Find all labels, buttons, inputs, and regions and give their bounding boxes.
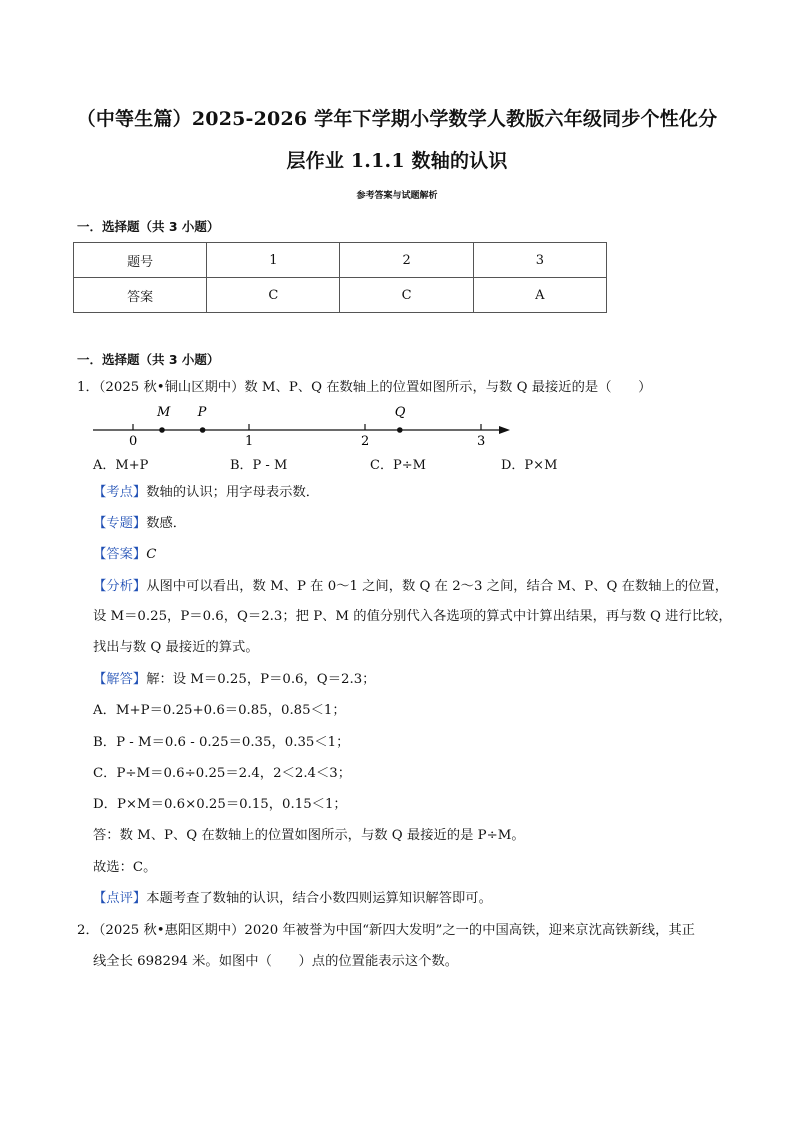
fenxi-text: 从图中可以看出，数 M、P 在 0～1 之间，数 Q 在 2～3 之间，结合 M、P、Q 在数轴上的位置， bbox=[146, 579, 729, 594]
fenxi-line-2: 设 M＝0.25，P＝0.6，Q＝2.3；把 P、M 的值分别代入各选项的算式中计算出结果，再与数 Q 进行比较， bbox=[93, 609, 732, 624]
document-title-line-2: 层作业 1.1.1 数轴的认识 bbox=[286, 150, 508, 172]
answer-section-heading: 一．选择题（共 3 小题） bbox=[77, 219, 220, 234]
choice-d: D．P×M bbox=[501, 458, 558, 473]
answer-table bbox=[73, 242, 607, 313]
number-line-point bbox=[159, 427, 165, 433]
number-line-point-label: M bbox=[157, 405, 171, 420]
axis-tick-label: 2 bbox=[361, 434, 370, 449]
jieda-line-2: A．M+P＝0.25+0.6＝0.85，0.85＜1； bbox=[93, 703, 346, 718]
axis-tick-label: 0 bbox=[129, 434, 138, 449]
fenxi-tag: 【分析】 bbox=[93, 579, 147, 594]
jieda-line-5: D．P×M＝0.6×0.25＝0.15，0.15＜1； bbox=[93, 797, 347, 812]
dianping-tag: 【点评】 bbox=[93, 891, 147, 906]
axis-tick-label: 3 bbox=[477, 434, 486, 449]
kaodian-line bbox=[93, 483, 319, 503]
daan-line bbox=[93, 545, 156, 565]
document-subtitle: 参考答案与试题解析 bbox=[356, 191, 438, 201]
question-number-cell: 1 bbox=[207, 243, 340, 278]
choice-c: C．P÷M bbox=[370, 458, 426, 473]
jieda-line-3: B．P - M＝0.6 - 0.25＝0.35，0.35＜1； bbox=[93, 735, 350, 750]
dianping-line bbox=[93, 889, 492, 909]
zhuanti-text: 数感． bbox=[146, 516, 187, 531]
section-heading: 一．选择题（共 3 小题） bbox=[77, 352, 220, 367]
document-title-line-1: （中等生篇）2025-2026 学年下学期小学数学人教版六年级同步个性化分 bbox=[76, 108, 718, 130]
number-line-point bbox=[200, 427, 206, 433]
jieda-line-1 bbox=[93, 670, 375, 690]
choice-b: B．P - M bbox=[230, 458, 288, 473]
number-line-point-label: P bbox=[197, 405, 207, 420]
number-line-arrow bbox=[499, 426, 510, 434]
jieda-tag: 【解答】 bbox=[93, 672, 147, 687]
jieda-line-6: 答：数 M、P、Q 在数轴上的位置如图所示，与数 Q 最接近的是 P÷M。 bbox=[93, 828, 525, 843]
question-number-cell: 2 bbox=[340, 243, 473, 278]
dianping-text: 本题考查了数轴的认识，结合小数四则运算知识解答即可。 bbox=[146, 891, 492, 906]
question-2-stem-line-1: 2．（2025 秋•惠阳区期中）2020 年被誉为中国“新四大发明”之一的中国高铁，迎来京沈高铁新线，其正 bbox=[77, 923, 695, 938]
question-1-stem: 1．（2025 秋•铜山区期中）数 M、P、Q 在数轴上的位置如图所示，与数 Q 最接近的是（ ） bbox=[77, 380, 652, 395]
table-row bbox=[74, 278, 607, 313]
zhuanti-tag: 【专题】 bbox=[93, 516, 147, 531]
kaodian-text: 数轴的认识；用字母表示数． bbox=[146, 485, 320, 500]
answer-cell: C bbox=[207, 278, 340, 313]
row-label-number: 题号 bbox=[74, 243, 207, 278]
choice-a: A．M+P bbox=[93, 458, 149, 473]
daan-text: C bbox=[146, 547, 157, 562]
number-line-figure bbox=[90, 403, 520, 449]
number-line-point bbox=[397, 427, 403, 433]
row-label-answer: 答案 bbox=[74, 278, 207, 313]
axis-tick-label: 1 bbox=[245, 434, 254, 449]
table-row bbox=[74, 243, 607, 278]
fenxi-line-3: 找出与数 Q 最接近的算式。 bbox=[93, 640, 259, 655]
jieda-line-4: C．P÷M＝0.6÷0.25＝2.4，2＜2.4＜3； bbox=[93, 766, 352, 781]
question-number-cell: 3 bbox=[473, 243, 606, 278]
fenxi-line-1 bbox=[93, 577, 728, 597]
number-line-point-label: Q bbox=[394, 405, 406, 420]
jieda-line-7: 故选：C。 bbox=[93, 860, 157, 875]
jieda-text: 解：设 M＝0.25，P＝0.6，Q＝2.3； bbox=[146, 672, 376, 687]
daan-tag: 【答案】 bbox=[93, 547, 147, 562]
question-2-stem-line-2: 线全长 698294 米。如图中（ ）点的位置能表示这个数。 bbox=[93, 954, 459, 969]
zhuanti-line bbox=[93, 514, 186, 534]
answer-cell: C bbox=[340, 278, 473, 313]
answer-cell: A bbox=[473, 278, 606, 313]
kaodian-tag: 【考点】 bbox=[93, 485, 147, 500]
